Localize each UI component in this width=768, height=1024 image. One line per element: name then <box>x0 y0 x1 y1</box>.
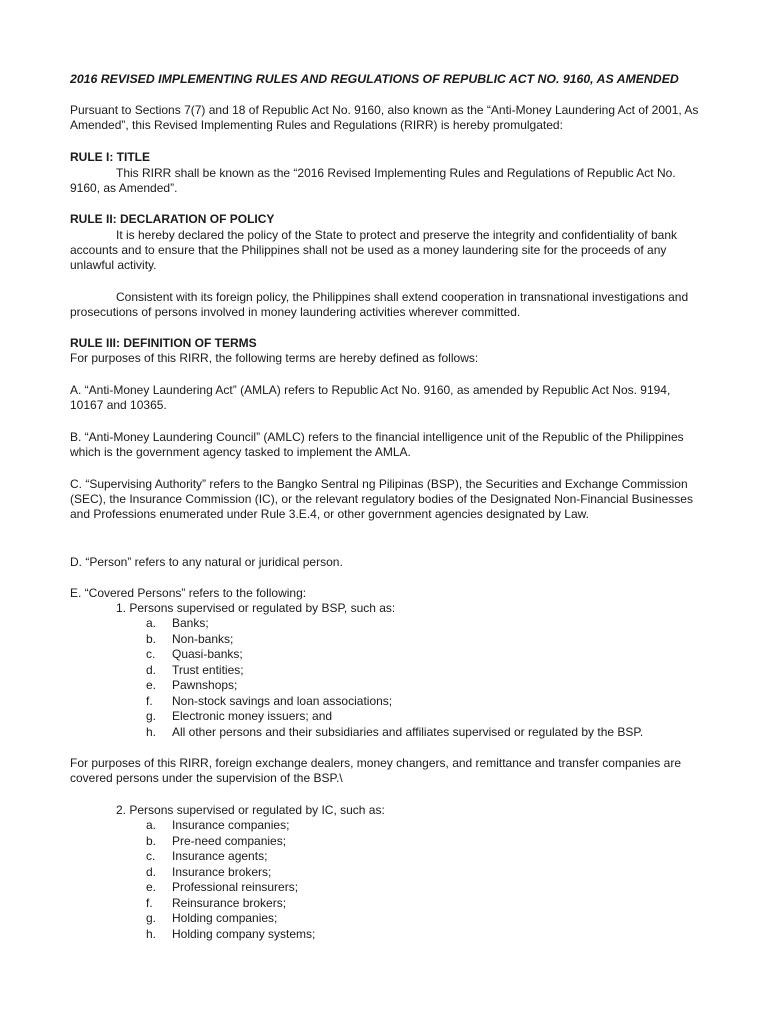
list-item: f. Reinsurance brokers; <box>146 895 287 910</box>
definition-d: D. “Person” refers to any natural or juridical person. <box>70 555 343 569</box>
list-item: f. Non-stock savings and loan associations; <box>146 693 393 708</box>
rule-1-heading: RULE I: TITLE <box>70 150 150 164</box>
list-item: b. Pre-need companies; <box>146 833 287 848</box>
list-item: a. Insurance companies; <box>146 818 290 832</box>
list-item: g. Electronic money issuers; and <box>146 709 333 723</box>
definition-a: A. “Anti-Money Laundering Act” (AMLA) refers to Republic Act No. 9160, as amended by Republic Act Nos. 9194, 10167 and 10365. <box>70 383 671 412</box>
rule-3-heading: RULE III: DEFINITION OF TERMS <box>70 336 257 350</box>
list-item: e. Pawnshops; <box>146 678 238 692</box>
list-item: a. Banks; <box>146 616 209 630</box>
rule-3-intro: For purposes of this RIRR, the following terms are hereby defined as follows: <box>70 351 479 365</box>
bsp-covered-list <box>70 616 700 740</box>
definition-b: B. “Anti-Money Laundering Council” (AMLC) refers to the financial intelligence unit of the Republic of the Philippines which is the government agency tasked to implement the AMLA. <box>70 430 684 459</box>
ic-covered-list <box>70 818 700 942</box>
list-item: d. Insurance brokers; <box>146 864 272 879</box>
rule-2-paragraph-1: It is hereby declared the policy of the State to protect and preserve the integrity and confidentiality of bank accounts and to ensure that the Philippines shall not be used as a money laundering site for the proceeds of any unlawful activity. <box>70 228 677 272</box>
list-item: b. Non-banks; <box>146 631 234 646</box>
rule-1-text: This RIRR shall be known as the “2016 Revised Implementing Rules and Regulations of Republic Act No. 9160, as Amended”. <box>70 166 676 195</box>
list-item: d. Trust entities; <box>146 662 244 677</box>
document-title: 2016 REVISED IMPLEMENTING RULES AND REGULATIONS OF REPUBLIC ACT NO. 9160, AS AMENDED <box>70 72 679 86</box>
list-item: g. Holding companies; <box>146 911 278 925</box>
definition-e: E. “Covered Persons” refers to the following: <box>70 586 307 600</box>
list-item: c. Quasi-banks; <box>146 647 243 661</box>
ic-covered-heading: 2. Persons supervised or regulated by IC, such as: <box>116 803 385 817</box>
list-item: e. Professional reinsurers; <box>146 880 299 894</box>
list-item: h. All other persons and their subsidiaries and affiliates supervised or regulated by the BSP. <box>146 724 644 739</box>
definition-c: C. “Supervising Authority” refers to the Bangko Sentral ng Pilipinas (BSP), the Securities and Exchange Commission (SEC), the Insurance Commission (IC), or the relevant regulatory bodies of the Designated Non-Financial Businesses and Professions enumerated under Rule 3.E.4, or other government agencies designated by Law. <box>70 477 693 521</box>
rule-2-paragraph-2: Consistent with its foreign policy, the Philippines shall extend cooperation in transnational investigations and prosecutions of persons involved in money laundering activities wherever committed. <box>70 290 689 319</box>
list-item: h. Holding company systems; <box>146 926 316 941</box>
preamble-paragraph: Pursuant to Sections 7(7) and 18 of Republic Act No. 9160, also known as the “Anti-Money Laundering Act of 2001, As Amended”, this Revised Implementing Rules and Regulations (RIRR) is hereby promulgated: <box>70 103 699 132</box>
bsp-covered-heading: 1. Persons supervised or regulated by BSP, such as: <box>116 601 396 615</box>
rule-2-heading: RULE II: DECLARATION OF POLICY <box>70 212 275 226</box>
list-item: c. Insurance agents; <box>146 849 268 863</box>
bsp-note-paragraph: For purposes of this RIRR, foreign exchange dealers, money changers, and remittance and transfer companies are covered persons under the supervision of the BSP.\ <box>70 756 681 785</box>
